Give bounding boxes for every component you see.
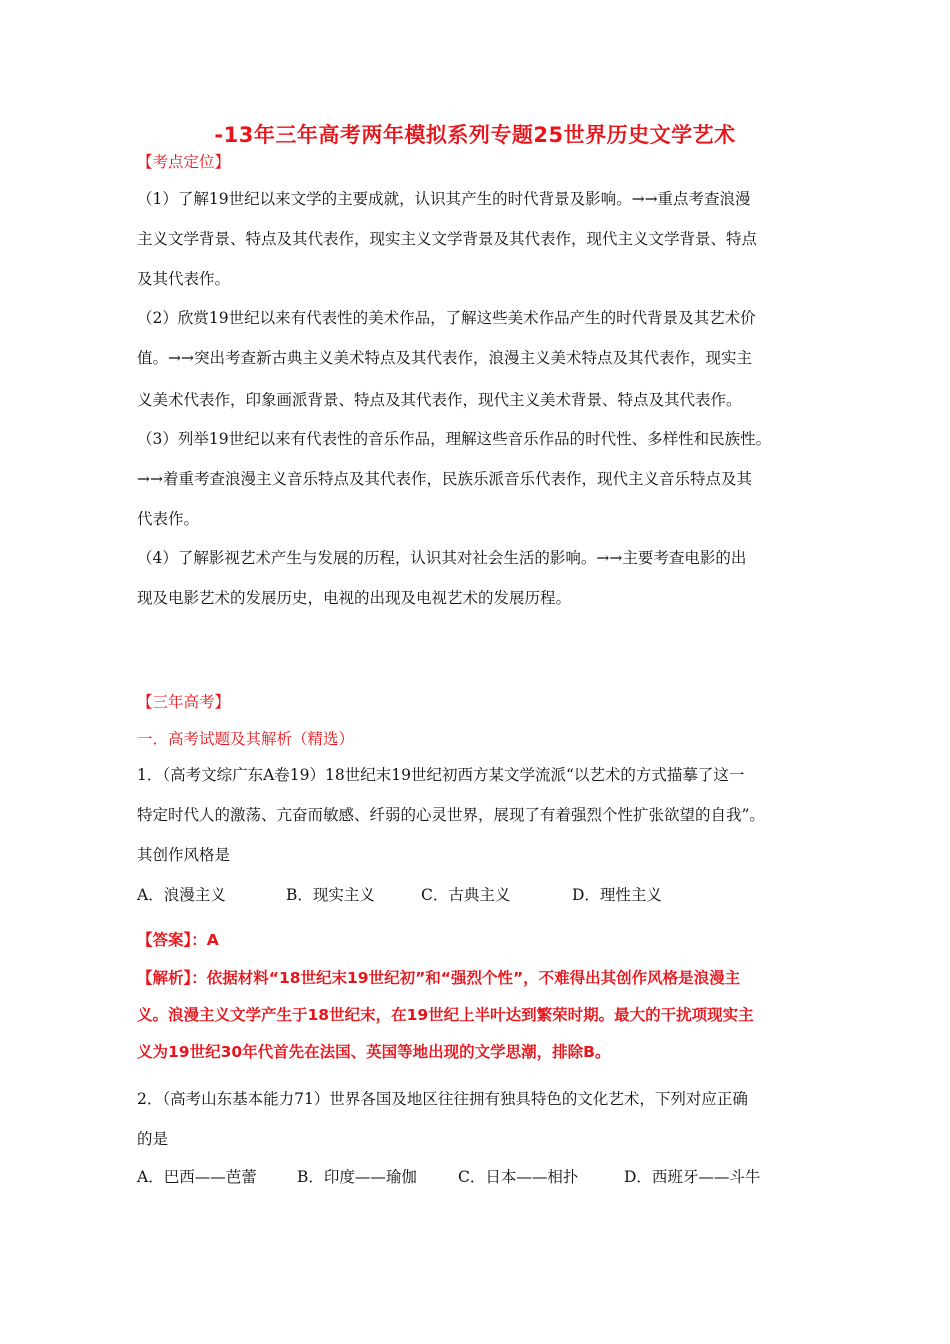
- kaodian-line: （1）了解19世纪以来文学的主要成就，认识其产生的时代背景及影响。→→重点考查浪漫: [137, 190, 751, 208]
- section-header-kaodian: 【考点定位】: [137, 153, 231, 171]
- option-a: A．浪漫主义: [137, 886, 226, 904]
- option-c: C．古典主义: [421, 886, 511, 904]
- kaodian-line: （4）了解影视艺术产生与发展的历程，认识其对社会生活的影响。→→主要考查电影的出: [137, 549, 747, 567]
- question-2-line: 的是: [137, 1130, 169, 1148]
- kaodian-line: （2）欣赏19世纪以来有代表性的美术作品，了解这些美术作品产生的时代背景及其艺术价: [137, 309, 756, 327]
- option-b: B．现实主义: [286, 886, 375, 904]
- kaodian-line: →→着重考查浪漫主义音乐特点及其代表作，民族乐派音乐代表作，现代主义音乐特点及其: [137, 470, 752, 488]
- analysis-1-line: 【解析】：依据材料“18世纪末19世纪初”和“强烈个性”，不难得出其创作风格是浪漫主: [137, 969, 741, 987]
- answer-1: 【答案】：A: [137, 931, 219, 949]
- option-d: D．西班牙——斗牛: [624, 1168, 761, 1186]
- kaodian-line: 值。→→突出考查新古典主义美术特点及其代表作，浪漫主义美术特点及其代表作，现实主: [137, 349, 752, 367]
- option-c: C．日本——相扑: [458, 1168, 579, 1186]
- question-1-options: [137, 885, 662, 905]
- question-1-line: 1．（高考文综广东A卷19）18世纪末19世纪初西方某文学流派“以艺术的方式描摹了这一: [137, 766, 745, 784]
- option-a: A．巴西——芭蕾: [137, 1168, 257, 1186]
- analysis-1-line: 义。浪漫主义文学产生于18世纪末，在19世纪上半叶达到繁荣时期。最大的干扰项现实主: [137, 1006, 754, 1024]
- section-header-sannian: 【三年高考】: [137, 693, 231, 711]
- kaodian-line: 代表作。: [137, 510, 200, 528]
- option-d: D．理性主义: [572, 886, 662, 904]
- kaodian-line: 主义文学背景、特点及其代表作，现实主义文学背景及其代表作，现代主义文学背景、特点: [137, 230, 758, 248]
- page-title: -13年三年高考两年模拟系列专题25世界历史文学艺术: [214, 123, 736, 147]
- kaodian-line: （3）列举19世纪以来有代表性的音乐作品，理解这些音乐作品的时代性、多样性和民族性。: [137, 430, 772, 448]
- question-1-line: 特定时代人的激荡、亢奋而敏感、纤弱的心灵世界，展现了有着强烈个性扩张欲望的自我”。: [137, 806, 765, 824]
- question-2-options: [137, 1167, 760, 1187]
- analysis-1-line: 义为19世纪30年代首先在法国、英国等地出现的文学思潮，排除B。: [137, 1043, 611, 1061]
- kaodian-line: 现及电影艺术的发展历史，电视的出现及电视艺术的发展历程。: [137, 589, 572, 607]
- subsection-header: 一．高考试题及其解析（精选）: [137, 730, 355, 748]
- question-2-line: 2．（高考山东基本能力71）世界各国及地区往往拥有独具特色的文化艺术，下列对应正确: [137, 1090, 748, 1108]
- kaodian-line: 及其代表作。: [137, 270, 231, 288]
- option-b: B．印度——瑜伽: [297, 1168, 417, 1186]
- question-1-line: 其创作风格是: [137, 846, 231, 864]
- kaodian-line: 义美术代表作，印象画派背景、特点及其代表作，现代主义美术背景、特点及其代表作。: [137, 391, 742, 409]
